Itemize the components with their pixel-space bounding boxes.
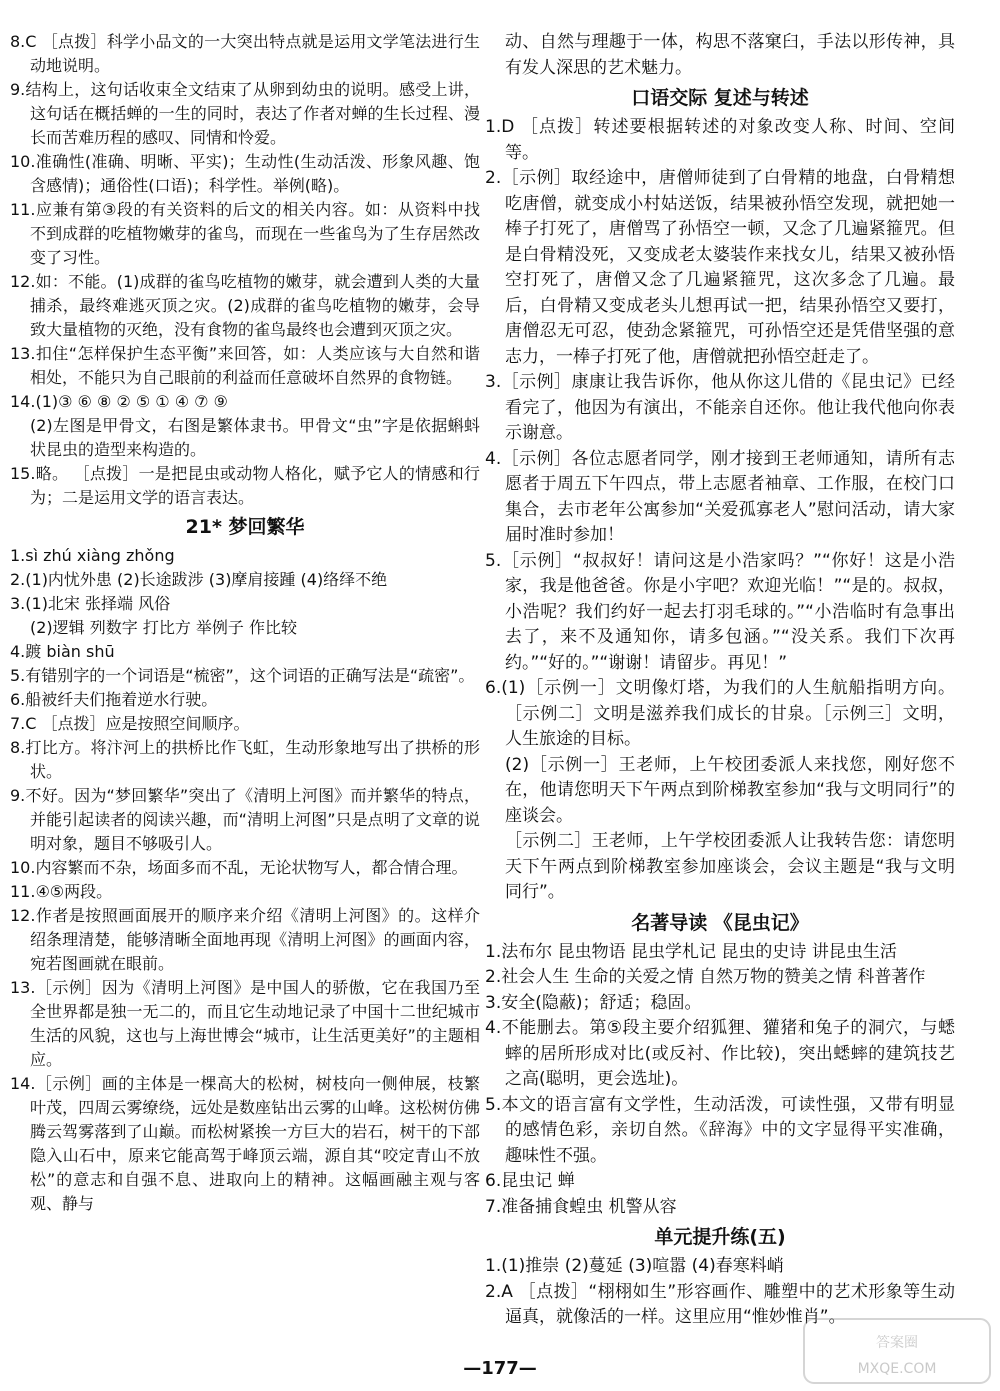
watermark-line2: MXQE.COM — [857, 1361, 937, 1377]
watermark-logo — [802, 1317, 992, 1385]
answer-item: 3.(1)北宋 张择端 风俗 — [10, 594, 171, 613]
answer-item: 12.作者是按照画面展开的顺序来介绍《清明上河图》的。这样介绍条理清楚，能够清晰全面地再现《清明上河图》的画面内容，宛若图画就在眼前。 — [10, 906, 480, 973]
answer-item: 8.打比方。将汴河上的拱桥比作飞虹，生动形象地写出了拱桥的形状。 — [10, 738, 480, 781]
left-column — [10, 30, 480, 1216]
answer-item: 6.(1)［示例一］文明像灯塔，为我们的人生航船指明方向。［示例二］文明是滋养我们成长的甘泉。［示例三］文明，人生旅途的目标。 — [485, 678, 955, 749]
section-heading: 口语交际 复述与转述 — [631, 87, 809, 109]
answer-item: 5.有错别字的一个词语是“梳密”，这个词语的正确写法是“疏密”。 — [10, 666, 475, 685]
answer-item: ［示例二］王老师，上午学校团委派人让我转告您：请您明天下午两点到阶梯教室参加座谈会，会议主题是“我与文明同行”。 — [505, 831, 955, 902]
answer-item: 7.准备捕食蝗虫 机警从容 — [485, 1196, 677, 1217]
answer-item: 14.(1)③ ⑥ ⑧ ② ⑤ ① ④ ⑦ ⑨ — [10, 392, 228, 411]
answer-item: 3.安全(隐蔽)；舒适；稳固。 — [485, 992, 702, 1013]
section-heading: 单元提升练(五) — [654, 1226, 786, 1248]
answer-item: 7.C ［点拨］应是按照空间顺序。 — [10, 714, 250, 733]
answer-item: 9.不好。因为“梦回繁华”突出了《清明上河图》而并繁华的特点，并能引起读者的阅读兴趣，而“清明上河图”只是点明了文章的说明对象，题目不够吸引人。 — [10, 786, 480, 853]
answer-item: 9.结构上，这句话收束全文结束了从卵到幼虫的说明。感受上讲，这句话在概括蝉的一生的同时，表达了作者对蝉的生长过程、漫长而苦难历程的感叹、同情和怜爱。 — [10, 80, 480, 147]
answer-item: 11.④⑤两段。 — [10, 882, 113, 901]
section-heading: 名著导读 《昆虫记》 — [631, 911, 809, 934]
answer-item: 13.扣住“怎样保护生态平衡”来回答，如：人类应该与大自然和谐相处，不能只为自己眼前的利益而任意破坏自然界的食物链。 — [10, 344, 480, 387]
answer-item: 1.sì zhú xiàng zhǒng — [10, 546, 175, 565]
answer-item: 2.社会人生 生命的关爱之情 自然万物的赞美之情 科普著作 — [485, 967, 926, 987]
watermark-line1: 答案圈 — [876, 1335, 918, 1351]
answer-item: 3.［示例］康康让我告诉你，他从你这儿借的《昆虫记》已经看完了，他因为有演出，不能亲自还你。他让我代他向你表示谢意。 — [485, 372, 955, 443]
answer-item: 11.应兼有第③段的有关资料的后文的相关内容。如：从资料中找不到成群的吃植物嫩芽的雀鸟，而现在一些雀鸟为了生存居然改变了习性。 — [10, 200, 480, 267]
answer-item: 1.D ［点拨］转述要根据转述的对象改变人称、时间、空间等。 — [485, 117, 955, 163]
answer-item: 1.(1)推崇 (2)蔓延 (3)喧嚣 (4)春寒料峭 — [485, 1256, 784, 1276]
answer-item: 12.如：不能。(1)成群的雀鸟吃植物的嫩芽，就会遭到人类的大量捕杀，最终难逃灭顶之灾。(2)成群的雀鸟吃植物的嫩芽，会导致大量植物的灭绝，没有食物的雀鸟最终也会遭到灭顶之灾。 — [10, 272, 480, 339]
answer-item: 2.(1)内忧外患 (2)长途跋涉 (3)摩肩接踵 (4)络绎不绝 — [10, 570, 388, 589]
answer-item: 4.踱 biàn shū — [10, 642, 115, 661]
answer-item: 5.本文的语言富有文学性，生动活泼，可读性强，又带有明显的感情色彩，亲切自然。《辞海》中的文字显得平实准确，趣味性不强。 — [485, 1094, 955, 1166]
right-column — [485, 30, 955, 1331]
answer-item: (2)左图是甲骨文，右图是繁体隶书。甲骨文“虫”字是依据蝌蚪状昆虫的造型来构造的。 — [30, 416, 480, 459]
answer-item: 2.［示例］取经途中，唐僧师徒到了白骨精的地盘，白骨精想吃唐僧，就变成小村姑送饭，结果被孙悟空发现，就把她一棒子打死了，唐僧骂了孙悟空一顿，又念了几遍紧箍咒。但是白骨精没死，又变成老太婆装作来找女儿，结果又被孙悟空打死了，唐僧又念了几遍紧箍咒，这次多念了几遍。最后，白骨精又变成老头儿想再试一把，结果孙悟空又要打，唐僧忍无可忍，使劲念紧箍咒，可孙悟空还是凭借坚强的意志力，一棒子打死了他，唐僧就把孙悟空赶走了。 — [485, 168, 955, 367]
section-heading: 21* 梦回繁华 — [185, 516, 305, 538]
answer-item: 5.［示例］“叔叔好！请问这是小浩家吗？”“你好！这是小浩家，我是他爸爸。你是小宇吧？欢迎光临！”“是的。叔叔，小浩呢？我们约好一起去打羽毛球的。”“小浩临时有急事出去了，来不及通知你，请多包涵。”“没关系。我们下次再约。”“好的。”“谢谢！请留步。再见！” — [485, 550, 955, 673]
answer-item: 动、自然与理趣于一体，构思不落窠臼，手法以形传神，具有发人深思的艺术魅力。 — [505, 32, 955, 78]
page-number: —177— — [463, 1358, 537, 1379]
answer-item: 13.［示例］因为《清明上河图》是中国人的骄傲，它在我国乃至全世界都是独一无二的，而且它生动地记录了中国十二世纪城市生活的风貌，这也与上海世博会“城市，让生活更美好”的主题相应。 — [10, 978, 480, 1069]
answer-item: 10.准确性(准确、明晰、平实)；生动性(生动活泼、形象风趣、饱含感情)；通俗性(口语)；科学性。举例(略)。 — [10, 152, 480, 195]
answer-item: (2)逻辑 列数字 打比方 举例子 作比较 — [30, 618, 298, 637]
answer-item: 14.［示例］画的主体是一棵高大的松树，树枝向一侧伸展，枝繁叶茂，四周云雾缭绕，远处是数座钻出云雾的山峰。这松树仿佛腾云驾雾落到了山巅。而松树紧挨一方巨大的岩石，树干的下部隐入山石中，原来它能高驾于峰顶云端，源自其“咬定青山不放松”的意志和自强不息、进取向上的精神。这幅画融主观与客观、静与 — [10, 1074, 480, 1213]
answer-item: 1.法布尔 昆虫物语 昆虫学札记 昆虫的史诗 讲昆虫生活 — [485, 941, 897, 962]
answer-item: 4.［示例］各位志愿者同学，刚才接到王老师通知，请所有志愿者于周五下午四点，带上志愿者袖章、工作服，在校门口集合，去市老年公寓参加“关爱孤寡老人”慰问活动，请大家届时准时参加！ — [485, 448, 955, 545]
answer-item: (2)［示例一］王老师，上午校团委派人来找您，刚好您不在，他请您明天下午两点到阶梯教室参加“我与文明同行”的座谈会。 — [505, 754, 955, 826]
answer-item: 15.略。 ［点拨］一是把昆虫或动物人格化，赋予它人的情感和行为；二是运用文学的语言表达。 — [10, 464, 480, 507]
answer-item: 4.不能删去。第⑤段主要介绍狐狸、獾猪和兔子的洞穴，与蟋蟀的居所形成对比(或反衬、作比较)，突出蟋蟀的建筑技艺之高(聪明，更会选址)。 — [485, 1018, 955, 1089]
answer-item: 6.船被纤夫们拖着逆水行驶。 — [10, 690, 218, 709]
answer-item: 10.内容繁而不杂，场面多而不乱，无论状物写人，都合情合理。 — [10, 858, 468, 877]
answer-item: 6.昆虫记 蝉 — [485, 1171, 575, 1191]
answer-item: 8.C ［点拨］科学小品文的一大突出特点就是运用文学笔法进行生动地说明。 — [10, 32, 480, 75]
answer-item: 2.A ［点拨］“栩栩如生”形容画作、雕塑中的艺术形象等生动逼真，就像活的一样。这里应用“惟妙惟肖”。 — [485, 1281, 955, 1327]
